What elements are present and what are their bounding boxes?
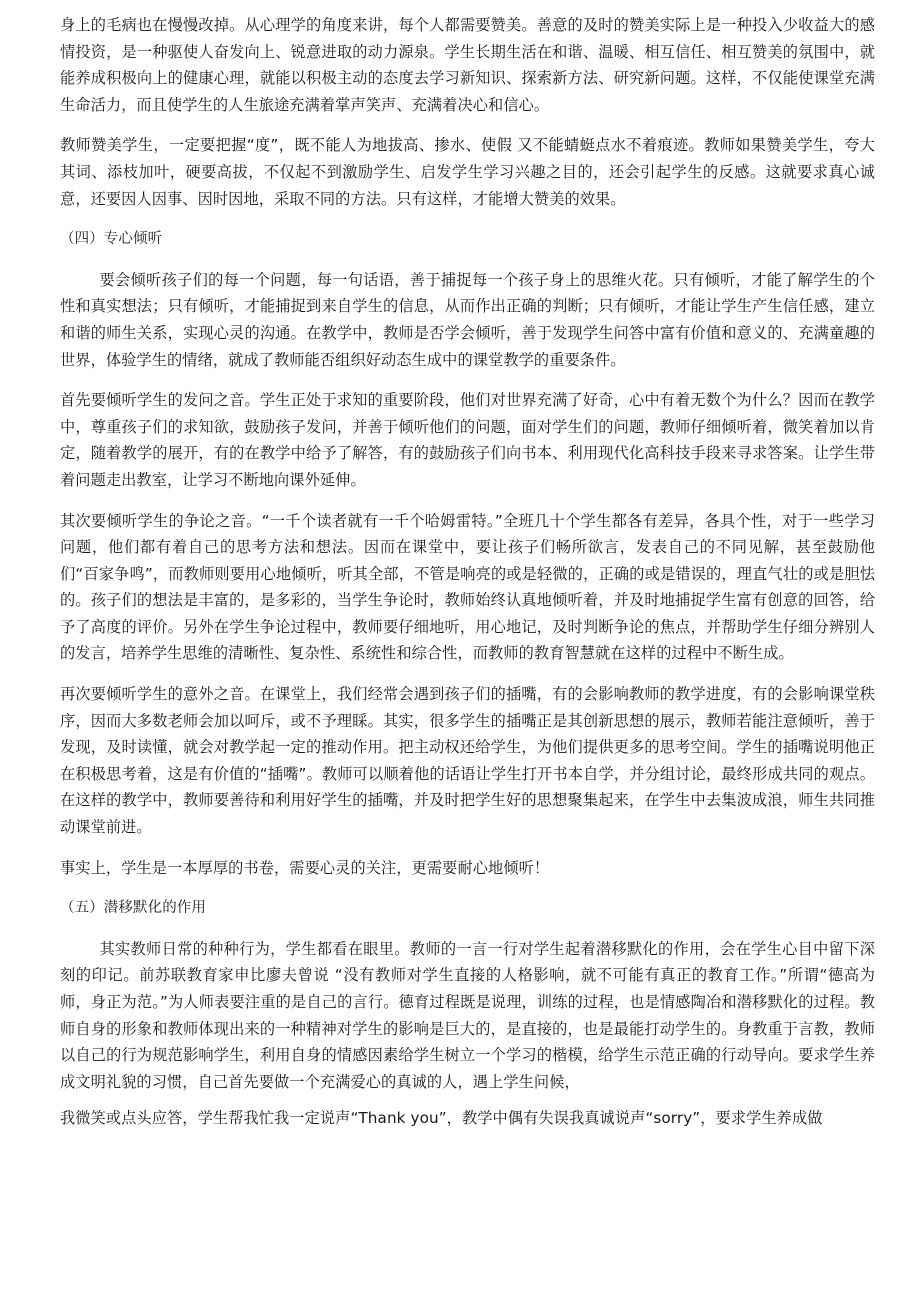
section-heading-listening: （四）专心倾听 bbox=[60, 231, 163, 248]
document-page bbox=[60, 12, 875, 1132]
paragraph-praise-degree: 教师赞美学生，一定要把握“度”，既不能人为地拔高、掺水、使假 又不能蜻蜓点水不着痕迹。教师如果赞美学生，夸大其词、添枝加叶，硬要高拔，不仅起不到激励学生、启发学生学习兴趣之目的，还会引起学生的反感。这就要求真心诚意，还要因人因事、因时因地，采取不同的方法。只有这样，才能增大赞美的效果。 bbox=[60, 136, 875, 208]
paragraph-listening-intro: 要会倾听孩子们的每一个问题，每一句话语，善于捕捉每一个孩子身上的思维火花。只有倾听，才能了解学生的个性和真实想法；只有倾听，才能捕捉到来自学生的信息，从而作出正确的判断；只有倾听，才能让学生产生信任感，建立和谐的师生关系，实现心灵的沟通。在教学中，教师是否学会倾听，善于发现学生问答中富有价值和意义的、充满童趣的世界，体验学生的情绪，就成了教师能否组织好动态生成中的课堂教学的重要条件。 bbox=[60, 270, 875, 369]
paragraph-listening-questions: 首先要倾听学生的发问之音。学生正处于求知的重要阶段，他们对世界充满了好奇，心中有着无数个为什么？因而在教学中，尊重孩子们的求知欲，鼓励孩子发问，并善于倾听他们的问题，面对学生们的问题，教师仔细倾听着，微笑着加以肯定，随着教学的展开，有的在教学中给予了解答，有的鼓励孩子们向书本、利用现代化高科技手段来寻求答案。让学生带着问题走出教室，让学习不断地向课外延伸。 bbox=[60, 391, 875, 489]
paragraph-listening-summary: 事实上，学生是一本厚厚的书卷，需要心灵的关注，更需要耐心地倾听！ bbox=[60, 858, 550, 877]
paragraph-listening-interruptions: 再次要倾听学生的意外之音。在课堂上，我们经常会遇到孩子们的插嘴，有的会影响教师的教学进度，有的会影响课堂秩序，因而大多数老师会加以呵斥，或不予理睬。其实，很多学生的插嘴正是其创新思想的展示，教师若能注意倾听，善于发现，及时读懂，就会对教学起一定的推动作用。把主动权还给学生，为他们提供更多的思考空间。学生的插嘴说明他正在积极思考着，这是有价值的“插嘴”。教师可以顺着他的话语让学生打开书本自学，并分组讨论，最终形成共同的观点。在这样的教学中，教师要善待和利用好学生的插嘴，并及时把学生好的思想聚集起来，在学生中去集波成浪，师生共同推动课堂前进。 bbox=[60, 685, 875, 837]
paragraph-listening-debate: 其次要倾听学生的争论之音。“一千个读者就有一千个哈姆雷特。”全班几十个学生都各有差异，各具个性，对于一些学习问题，他们都有着自己的思考方法和想法。因而在课堂中，要让孩子们畅所欲言，发表自己的不同见解，甚至鼓励他们“百家争鸣”，而教师则要用心地倾听，听其全部，不管是响亮的或是轻微的，正确的或是错误的，理直气壮的或是胆怯的。孩子们的想法是丰富的，是多彩的，当学生争论时，教师始终认真地倾听着，并及时地捕捉学生富有创意的回答，给予了高度的评价。另外在学生争论过程中，教师要仔细地听，用心地记，及时判断争论的焦点，并帮助学生仔细分辨别人的发言，培养学生思维的清晰性、复杂性、系统性和综合性，而教师的教育智慧就在这样的过程中不断生成。 bbox=[60, 511, 875, 663]
paragraph-praise-continued: 身上的毛病也在慢慢改掉。从心理学的角度来讲，每个人都需要赞美。善意的及时的赞美实际上是一种投入少收益大的感情投资，是一种驱使人奋发向上、锐意进取的动力源泉。学生长期生活在和谐、温暖、相互信任、相互赞美的氛围中，就能养成积极向上的健康心理，就能以积极主动的态度去学习新知识、探索新方法、研究新问题。这样，不仅能使课堂充满生命活力，而且使学生的人生旅途充满着掌声笑声、充满着决心和信心。 bbox=[60, 16, 875, 114]
paragraph-influence-continued: 我微笑或点头应答，学生帮我忙我一定说声“Thank you”，教学中偶有失误我真诚说声“sorry”，要求学生养成做 bbox=[60, 1109, 823, 1128]
paragraph-influence-body: 其实教师日常的种种行为，学生都看在眼里。教师的一言一行对学生起着潜移默化的作用，会在学生心目中留下深刻的印记。前苏联教育家申比廖夫曾说 “没有教师对学生直接的人格影响，就不可能有真正的教育工作。”所谓“德高为师，身正为范。”为人师表要注重的是自己的言行。德育过程既是说理，训练的过程，也是情感陶冶和潜移默化的过程。教师自身的形象和教师体现出来的一种精神对学生的影响是巨大的，是直接的，也是最能打动学生的。身教重于言教，教师以自己的行为规范影响学生，利用自身的情感因素给学生树立一个学习的楷模，给学生示范正确的行动导向。要求学生养成文明礼貌的习惯，自己首先要做一个充满爱心的真诚的人，遇上学生问候， bbox=[60, 939, 875, 1091]
section-heading-influence: （五）潜移默化的作用 bbox=[60, 900, 206, 917]
